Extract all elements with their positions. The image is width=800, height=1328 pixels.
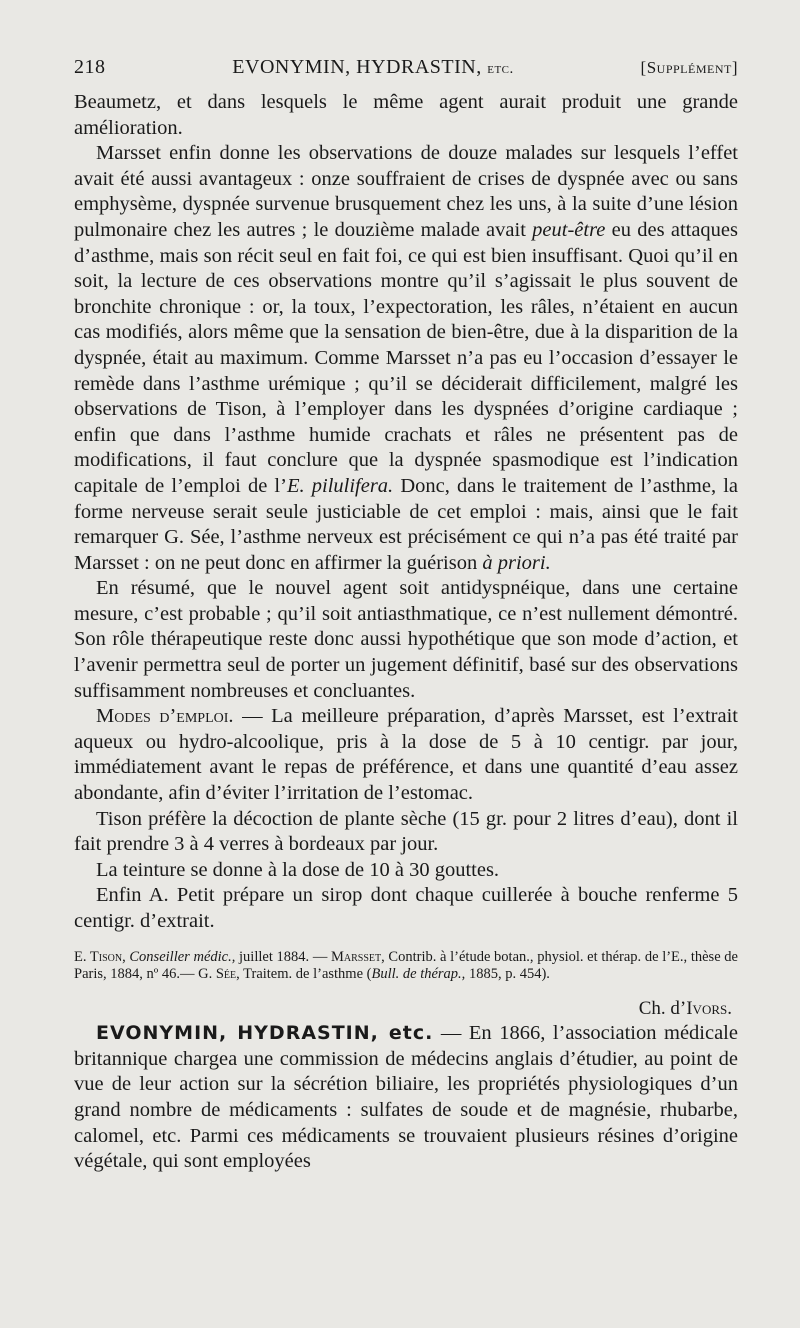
running-title: EVONYMIN, HYDRASTIN, etc.: [232, 56, 514, 78]
paragraph: En résumé, que le nouvel agent soit antidyspnéique, dans une certaine mesure, c’est probable ; qu’il soit antiasthmatique, ce n’est nullement démontré. Son rôle thérapeutique reste donc aussi hypothétique que son mode d’action, et l’avenir permettra seul de porter un jugement définitif, basé sur des observations suffisamment nombreuses et concluantes.: [74, 577, 738, 702]
running-header: [74, 56, 738, 79]
paragraph: La teinture se donne à la dose de 10 à 30 gouttes.: [96, 858, 500, 881]
references: [74, 949, 738, 984]
page-number: 218: [74, 56, 106, 78]
paragraph: Enfin A. Petit prépare un sirop dont chaque cuillerée à bouche renferme 5 centigr. d’extrait.: [74, 884, 738, 932]
section-label: [Supplément]: [640, 58, 738, 77]
paragraph: Tison préfère la décoction de plante sèche (15 gr. pour 2 litres d’eau), dont il fait prendre 3 à 4 verres à bordeaux par jour.: [74, 807, 738, 856]
page-body: [74, 90, 738, 1175]
paragraph: Beaumetz, et dans lesquels le même agent aurait produit une grande amélioration.: [74, 91, 738, 139]
paragraph: Modes d’emploi. — La meilleure préparation, d’après Marsset, est l’extrait aqueux ou hydro-alcoolique, pris à la dose de 5 à 10 centigr. par jour, immédiatement avant le repas de préférence, et dans une quantité d’eau assez abondante, afin d’éviter l’irritation de l’estomac.: [74, 705, 739, 805]
section-heading: EVONYMIN, HYDRASTIN, etc.: [96, 1022, 434, 1045]
paragraph: Marsset enfin donne les observations de douze malades sur lesquels l’effet avait été aussi avantageux : onze souffraient de crises de dyspnée avec ou sans emphysème, dyspnée survenue brusquement chez les uns, à la suite d’une lésion pulmonaire chez les autres ; le douzième malade avait peut-être eu des attaques d’asthme, mais son récit seul en fait foi, ce qui est bien insuffisant. Quoi qu’il en soit, la lecture de ces observations montre qu’il s’agissait le plus souvent de bronchite chronique : or, la toux, l’expectoration, les râles, n’étaient en aucun cas modifiés, alors même que la sensation de bien-être, due à la disparition de la dyspnée, était au maximum. Comme Marsset n’a pas eu l’occasion d’essayer le remède dans l’asthme urémique ; qu’il se déciderait difficilement, malgré les observations de Tison, à l’employer dans les dyspnées d’origine cardiaque ; enfin que dans l’asthme humide crachats et râles ne présentent pas de modifications, il faut conclure que la dyspnée spasmodique est l’indication capitale de l’emploi de l’E. pilulifera. Donc, dans le traitement de l’asthme, la forme nerveuse serait seule justiciable de cet emploi : mais, ainsi que le fait remarquer G. Sée, l’asthme nerveux est précisément ce qui n’a pas été traité par Marsset : on ne peut donc en affirmer la guérison à priori.: [74, 142, 739, 574]
section-start: EVONYMIN, HYDRASTIN, etc. — En 1866, l’association médicale britannique chargea une commission de médecins anglais d’étudier, au point de vue de leur action sur la sécrétion biliaire, les propriétés physiologiques d’un grand nombre de médicaments : sulfates de soude et de magnésie, rhubarbe, calomel, etc. Parmi ces médicaments se trouvaient plusieurs résines d’origine végétale, qui sont employées: [74, 1022, 738, 1173]
signature: Ch. d’Ivors.: [638, 997, 732, 1019]
reference-line: E. Tison, Conseiller médic., juillet 1884. — Marsset, Contrib. à l’étude botan., physiol. et thérap. de l’E., thèse de Paris, 1884, nº 46.— G. Sée, Traitem. de l’asthme (Bull. de thérap., 1885, p. 454).: [74, 948, 738, 983]
